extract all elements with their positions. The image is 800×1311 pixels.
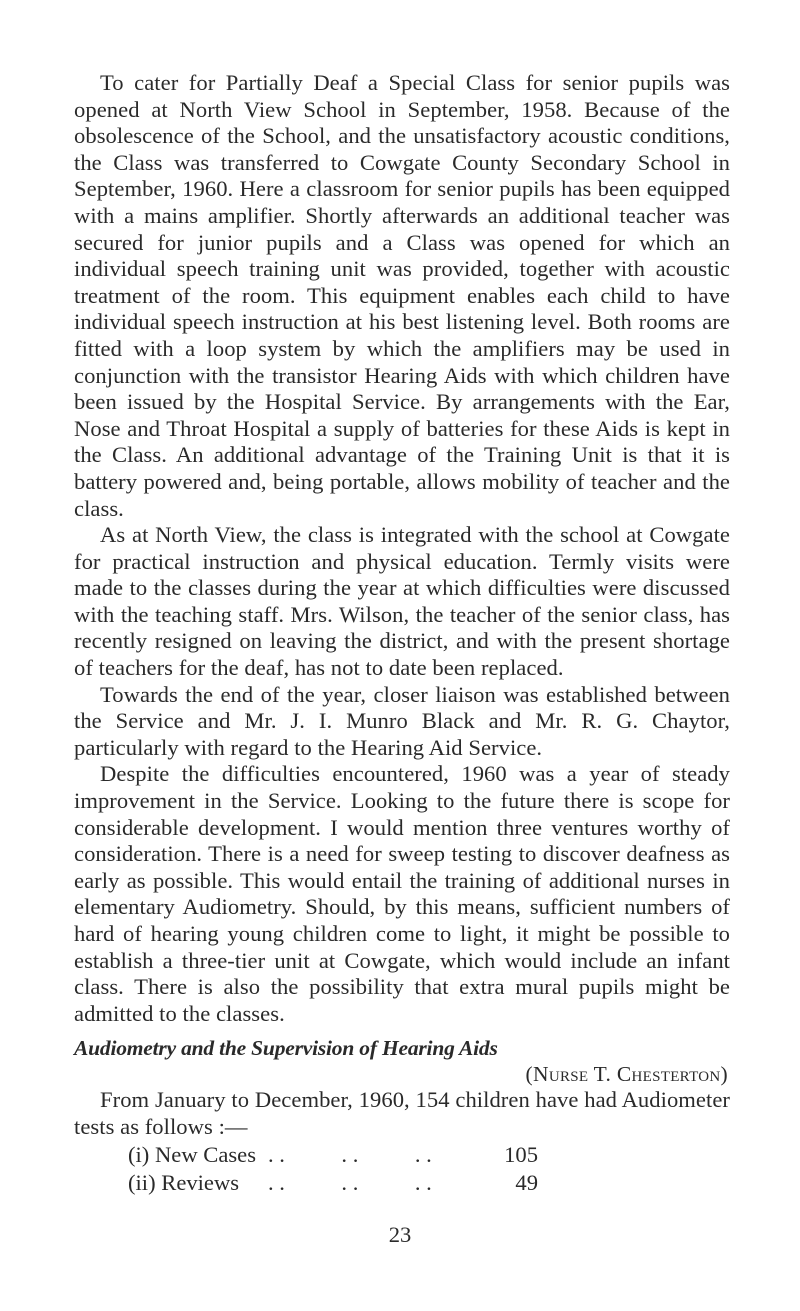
section-heading: Audiometry and the Supervision of Hearing Aids [74, 1036, 498, 1061]
test-count: 105 [504, 1141, 538, 1167]
test-label: (ii) Reviews [128, 1169, 240, 1195]
paragraph-liaison: Towards the end of the year, closer liaison was established between the Service and Mr. J. I. Munro Black and Mr. R. G. Chaytor, particularly with regard to the Hearing Aid Service. [74, 681, 730, 760]
page-number: 23 [388, 1222, 412, 1247]
section-byline [74, 1061, 730, 1087]
test-count: 49 [515, 1169, 538, 1195]
leader-dots: . . . . . . [268, 1169, 432, 1195]
byline-close-paren: ) [720, 1062, 728, 1087]
document-page [74, 70, 730, 1197]
leader-dots: . . . . . . [268, 1141, 432, 1167]
byline-author: Nurse T. Chesterton [533, 1062, 721, 1087]
byline-open-paren: ( [525, 1062, 534, 1087]
list-item [128, 1141, 548, 1169]
test-label: (i) New Cases [128, 1141, 256, 1167]
paragraph-audiometer-intro: From January to December, 1960, 154 children have had Audiometer tests as follows :— [74, 1087, 730, 1139]
paragraph-partially-deaf-class: To cater for Partially Deaf a Special Class for senior pupils was opened at North View School in September, 1958. Because of the obsolescence of the School, and the unsatisfactory acoustic conditions, the Class was transferred to Cowgate County Secondary School in September, 1960. Here a classroom for senior pupils has been equipped with a mains amplifier. Shortly afterwards an additional teacher was secured for junior pupils and a Class was opened for which an individual speech training unit was provided, together with acoustic treatment of the room. This equipment enables each child to have individual speech instruction at his best listening level. Both rooms are fitted with a loop system by which the amplifiers may be used in conjunction with the transistor Hearing Aids with which children have been issued by the Hospital Service. By arrangements with the Ear, Nose and Throat Hospital a supply of batteries for these Aids is kept in the Class. An additional advantage of the Training Unit is that it is battery powered and, being portable, allows mobility of teacher and the class. [74, 70, 730, 521]
paragraph-future-development: Despite the difficulties encountered, 1960 was a year of steady improvement in the Service. Looking to the future there is scope for considerable development. I would mention three ventures worthy of consideration. There is a need for sweep testing to discover deafness as early as possible. This would entail the training of additional nurses in elementary Audiometry. Should, by this means, sufficient numbers of hard of hearing young children come to light, it might be possible to establish a three-tier unit at Cowgate, which would include an infant class. There is also the possibility that extra mural pupils might be admitted to the classes. [74, 761, 730, 1026]
list-item [128, 1169, 548, 1197]
audiometer-test-list [74, 1141, 730, 1197]
paragraph-north-view-integration: As at North View, the class is integrated with the school at Cowgate for practical instruction and physical education. Termly visits were made to the classes during the year at which difficulties were discussed with the teaching staff. Mrs. Wilson, the teacher of the senior class, has recently resigned on leaving the district, and with the present shortage of teachers for the deaf, has not to date been replaced. [74, 522, 730, 681]
